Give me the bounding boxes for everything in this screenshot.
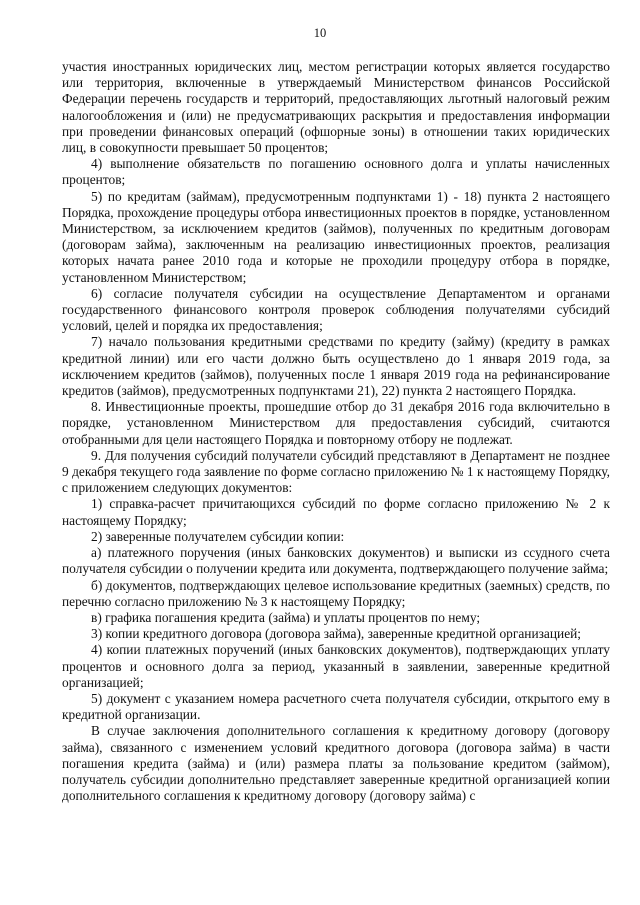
paragraph-point-9-item-4: 4) копии платежных поручений (иных банковских документов), подтверждающих уплату процентов и основного долга за период, указанный в заявлении, заверенные кредитной организацией; — [62, 642, 610, 690]
paragraph-additional-agreement: В случае заключения дополнительного соглашения к кредитному договору (договору займа), связанного с изменением условий кредитного договора (договора займа) в части погашения кредита (займа) и (или) размера платы за пользование кредитом (займом), получатель субсидии дополнительно представляет заверенные кредитной организацией копии дополнительного соглашения к кредитному договору (договору займа) с — [62, 723, 610, 804]
paragraph-item-5: 5) по кредитам (займам), предусмотренным подпунктами 1) - 18) пункта 2 настоящего Порядка, прохождение процедуры отбора инвестиционных проектов в порядке, установленном Министерством, за исключением кредитов (займов), полученных по кредитным договорам (договорам займа), заключенным на реализацию инвестиционных проектов, реализация которых начата ранее 2010 года и которые не проходили процедуру отбора в порядке, установленном Министерством; — [62, 188, 610, 285]
paragraph-item-7: 7) начало пользования кредитными средствами по кредиту (займу) (кредиту в рамках кредитной линии) или его части должно быть осуществлено до 1 января 2019 года, за исключением кредитов (займов), полученных после 1 января 2019 года на рефинансирование кредитов (займов), предусмотренных подпунктами 21), 22) пункта 2 настоящего Порядка. — [62, 334, 610, 399]
paragraph-point-8: 8. Инвестиционные проекты, прошедшие отбор до 31 декабря 2016 года включительно в порядке, установленном Министерством для предоставления субсидий, считаются отобранными для цели настоящего Порядка и повторному отбору не подлежат. — [62, 399, 610, 447]
paragraph-point-9-item-2b: б) документов, подтверждающих целевое использование кредитных (заемных) средств, по перечню согласно приложению № 3 к настоящему Порядку; — [62, 577, 610, 609]
paragraph-point-9-item-2a: а) платежного поручения (иных банковских документов) и выписки из ссудного счета получателя субсидии о получении кредита или документа, подтверждающего получение займа; — [62, 545, 610, 577]
paragraph-offshore-continuation: участия иностранных юридических лиц, местом регистрации которых является государство или территория, включенные в утверждаемый Министерством финансов Российской Федерации перечень государств и территорий, предоставляющих льготный налоговый режим налогообложения и (или) не предусматривающих раскрытия и предоставления информации при проведении финансовых операций (офшорные зоны) в отношении таких юридических лиц, в совокупности превышает 50 процентов; — [62, 59, 610, 156]
paragraph-point-9-item-2v: в) графика погашения кредита (займа) и уплаты процентов по нему; — [91, 609, 481, 625]
paragraph-point-9: 9. Для получения субсидий получатели субсидий представляют в Департамент не позднее 9 декабря текущего года заявление по форме согласно приложению № 1 к настоящему Порядку, с приложением следующих документов: — [62, 447, 610, 496]
document-body — [62, 59, 610, 804]
paragraph-item-6: 6) согласие получателя субсидии на осуществление Департаментом и органами государственного финансового контроля проверок соблюдения получателями субсидий условий, целей и порядка их предоставления; — [62, 285, 610, 334]
paragraph-point-9-item-3: 3) копии кредитного договора (договора займа), заверенные кредитной организацией; — [91, 626, 582, 642]
paragraph-point-9-item-2: 2) заверенные получателем субсидии копии: — [91, 528, 345, 544]
page-number: 10 — [313, 26, 327, 40]
paragraph-point-9-item-5: 5) документ с указанием номера расчетного счета получателя субсидии, открытого ему в кредитной организации. — [62, 690, 610, 723]
paragraph-point-9-item-1: 1) справка-расчет причитающихся субсидий по форме согласно приложению № 2 к настоящему Порядку; — [62, 496, 610, 528]
paragraph-item-4: 4) выполнение обязательств по погашению основного долга и уплаты начисленных процентов; — [62, 156, 610, 188]
